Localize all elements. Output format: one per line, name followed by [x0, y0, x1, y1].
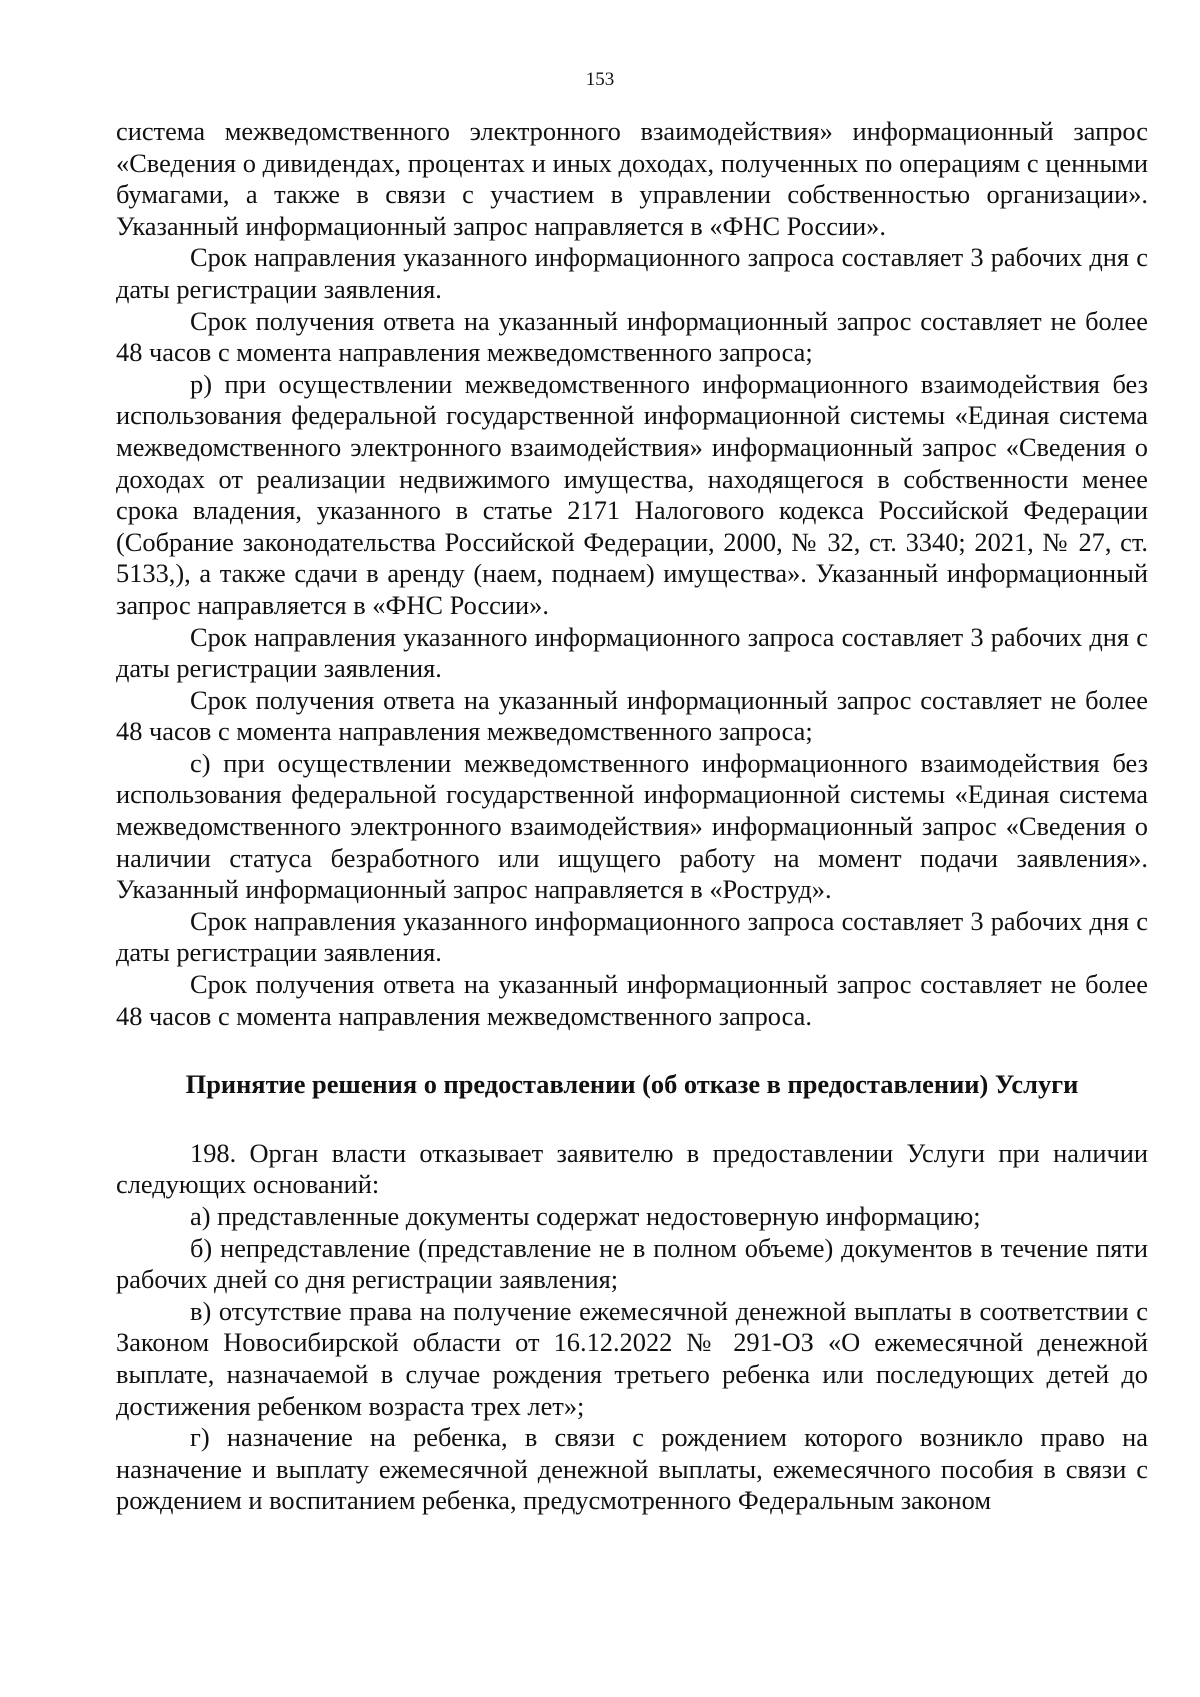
paragraph-item-a: а) представленные документы содержат недостоверную информацию; [190, 1201, 981, 1231]
paragraph-item-b: б) непредставление (представление не в полном объеме) документов в течение пяти рабочих дней со дня регистрации заявления; [116, 1232, 1148, 1295]
paragraph-item-s: с) при осуществлении межведомственного информационного взаимодействия без использования федеральной государственной информационной системы «Единая система межведомственного электронного взаимодействия» информационный запрос «Сведения о наличии статуса безработного или ищущего работу на момент подачи заявления». Указанный информационный запрос направляется в «Роструд». [116, 747, 1148, 905]
paragraph-item-r: р) при осуществлении межведомственного информационного взаимодействия без использования федеральной государственной информационной системы «Единая система межведомственного электронного взаимодействия» информационный запрос «Сведения о доходах от реализации недвижимого имущества, находящегося в собственности менее срока владения, указанного в статье 2171 Налогового кодекса Российской Федерации (Собрание законодательства Российской Федерации, 2000, № 32, ст. 3340; 2021, № 27, ст. 5133,), а также сдачи в аренду (наем, поднаем) имущества». Указанный информационный запрос направляется в «ФНС России». [116, 368, 1148, 620]
page-content [116, 116, 1148, 1517]
paragraph-item-g: г) назначение на ребенка, в связи с рождением которого возникло право на назначение и выплату ежемесячной денежной выплаты, ежемесячного пособия в связи с рождением и воспитанием ребенка, предусмотренного Федеральным законом [116, 1422, 1148, 1516]
paragraph-item-v: в) отсутствие права на получение ежемесячной денежной выплаты в соответствии с Законом Новосибирской области от 16.12.2022 № 291-ОЗ «О ежемесячной денежной выплате, назначаемой в случае рождения третьего ребенка или последующих детей до достижения ребенком возраста трех лет»; [116, 1295, 1148, 1421]
paragraph: Срок получения ответа на указанный информационный запрос составляет не более 48 часов с момента направления межведомственного запроса. [116, 969, 1148, 1031]
paragraph-continuation: система межведомственного электронного взаимодействия» информационный запрос «Сведения о дивидендах, процентах и иных доходах, полученных по операциям с ценными бумагами, а также в связи с участием в управлении собственностью организации». Указанный информационный запрос направляется в «ФНС России». [116, 116, 1148, 241]
paragraph: Срок получения ответа на указанный информационный запрос составляет не более 48 часов с момента направления межведомственного запроса; [116, 684, 1148, 747]
paragraph: Срок получения ответа на указанный информационный запрос составляет не более 48 часов с момента направления межведомственного запроса; [116, 305, 1148, 368]
paragraph: Срок направления указанного информационного запроса составляет 3 рабочих дня с даты регистрации заявления. [116, 242, 1148, 304]
section-heading: Принятие решения о предоставлении (об отказе в предоставлении) Услуги [185, 1069, 1079, 1100]
paragraph: Срок направления указанного информационного запроса составляет 3 рабочих дня с даты регистрации заявления. [116, 905, 1148, 968]
paragraph-198: 198. Орган власти отказывает заявителю в предоставлении Услуги при наличии следующих оснований: [116, 1137, 1148, 1200]
paragraph: Срок направления указанного информационного запроса составляет 3 рабочих дня с даты регистрации заявления. [116, 621, 1148, 684]
page-number: 153 [585, 69, 615, 90]
